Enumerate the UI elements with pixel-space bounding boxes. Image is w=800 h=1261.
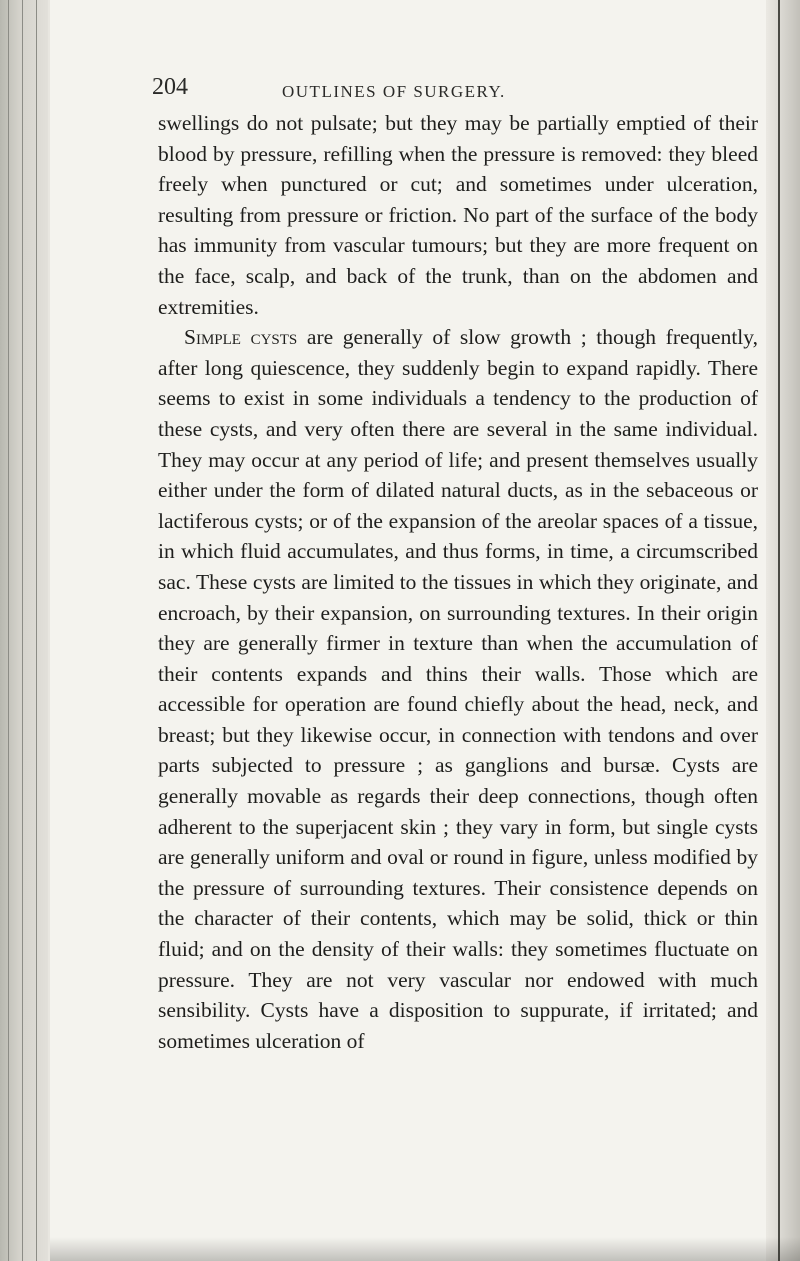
paragraph-simple-cysts	[158, 322, 758, 1056]
section-lead: Simple cysts	[184, 325, 298, 350]
running-head: OUTLINES OF SURGERY.	[282, 82, 506, 101]
page-bottom-shadow	[50, 1237, 800, 1261]
page-body	[158, 108, 758, 1056]
book-page	[50, 0, 766, 1261]
book-gutter-left	[0, 0, 48, 1261]
paragraph-simple-cysts-text: are generally of slow growth ; though frequently, after long quiescence, they suddenly begin to expand rapidly. There seems to exist in some individuals a tendency to the production of these cysts, and very often there are several in the same individual. They may occur at any period of life; and present themselves usually either under the form of dilated natural ducts, as in the sebaceous or lactiferous cysts; or of the expansion of the areolar spaces of a tissue, in which fluid accumulates, and thus forms, in time, a circumscribed sac. These cysts are limited to the tissues in which they originate, and encroach, by their expansion, on surrounding textures. In their origin they are generally firmer in texture than when the accumulation of their contents expands and thins their walls. Those which are accessible for operation are found chiefly about the head, neck, and breast; but they likewise occur, in connection with tendons and over parts subjected to pressure ; as ganglions and bursæ. Cysts are generally movable as regards their deep connections, though often adherent to the superjacent skin ; they vary in form, but single cysts are generally uniform and oval or round in figure, unless modified by the pressure of surrounding textures. Their consistence depends on the character of their contents, which may be solid, thick or thin fluid; and on the density of their walls: they sometimes fluctuate on pressure. They are not very vascular nor endowed with much sensibility. Cysts have a disposition to suppurate, if irritated; and sometimes ulceration of	[158, 325, 758, 1053]
book-edge-right	[766, 0, 800, 1261]
page-number: 204	[152, 74, 188, 100]
paragraph-vascular-tumours: swellings do not pulsate; but they may be partially emptied of their blood by pressure, refilling when the pressure is removed: they bleed freely when punctured or cut; and sometimes under ulceration, resulting from pressure or friction. No part of the surface of the body has immunity from vascular tumours; but they are more frequent on the face, scalp, and back of the trunk, than on the abdomen and extremities.	[158, 111, 758, 319]
